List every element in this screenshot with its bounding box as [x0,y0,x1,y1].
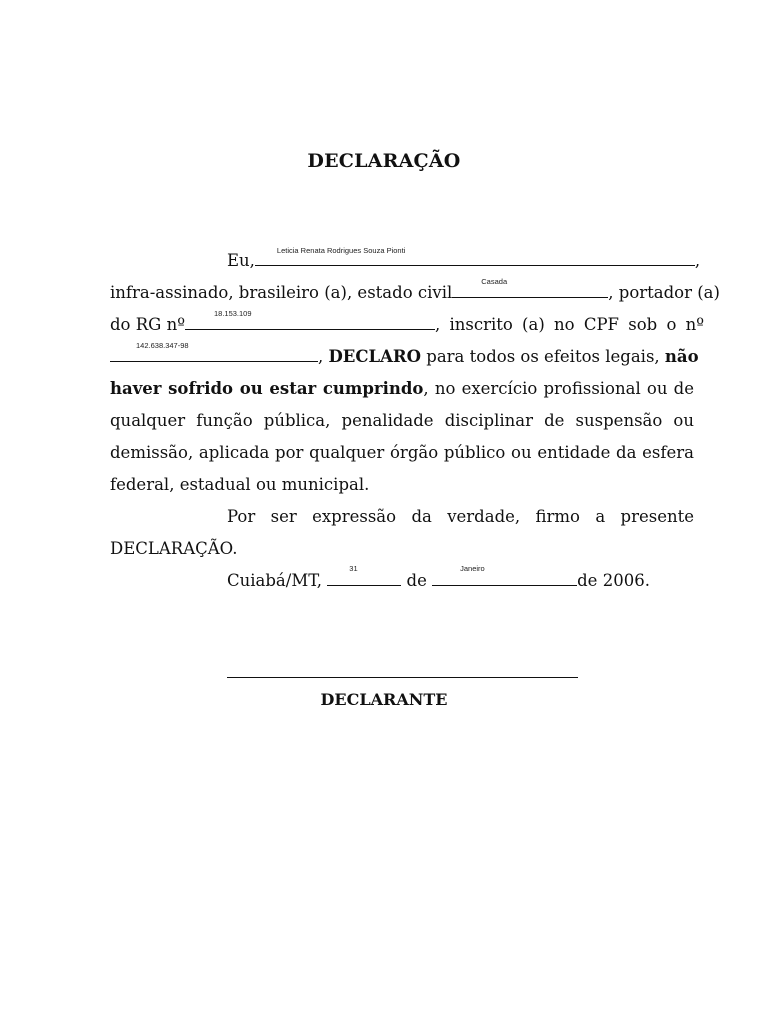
civil-status-value: Casada [481,277,508,286]
line-cpf [110,341,699,373]
line-civil-status [110,277,720,309]
cpf-field[interactable] [110,343,318,362]
document-title: DECLARAÇÃO [307,150,461,172]
year-text: de 2006. [577,571,650,590]
day-field[interactable] [327,564,401,586]
line3-text-a: do RG nº [110,315,185,334]
nao-word: não [664,347,699,366]
rg-value: 18.153.109 [213,309,252,318]
line-9: Por ser expressão da verdade, firmo a presente [227,507,694,526]
line2-text-b: , portador (a) [608,283,720,302]
civil-status-field[interactable] [452,279,608,298]
line-rg [110,309,705,341]
declaro-word: DECLARO [328,347,422,366]
line-10: DECLARAÇÃO. [110,539,238,558]
rg-field[interactable] [185,311,435,330]
de-text: de [401,571,433,590]
month-value: Janeiro [460,564,485,573]
cpf-value: 142.638.347-98 [136,341,189,350]
month-field[interactable] [432,564,577,586]
declarante-label: DECLARANTE [320,690,448,709]
line4-text-a: , [318,347,329,366]
line-5 [110,373,694,405]
line3-text-b: , inscrito (a) no CPF sob o nº [434,315,705,334]
line2-text-a: infra-assinado, brasileiro (a), estado civil [110,283,453,302]
name-value: Leticia Renata Rodrigues Souza Pionti [276,246,406,255]
line-name [110,245,701,277]
line5-bold: haver sofrido ou estar cumprindo [110,379,424,398]
line-6: qualquer função pública, penalidade disciplinar de suspensão ou [110,411,694,430]
eu-label: Eu, [227,251,255,270]
line5-text: , no exercício profissional ou de [423,379,694,398]
name-field[interactable] [255,247,695,266]
signature-line[interactable] [227,677,578,678]
name-comma: , [694,251,701,270]
day-value: 31 [349,564,358,573]
line4-text-b: para todos os efeitos legais, [421,347,665,366]
city-text: Cuiabá/MT, [227,571,328,590]
line-date [110,565,694,597]
line-7: demissão, aplicada por qualquer órgão público ou entidade da esfera [110,443,694,462]
line-8: federal, estadual ou municipal. [110,475,370,494]
declaration-body [110,245,720,597]
